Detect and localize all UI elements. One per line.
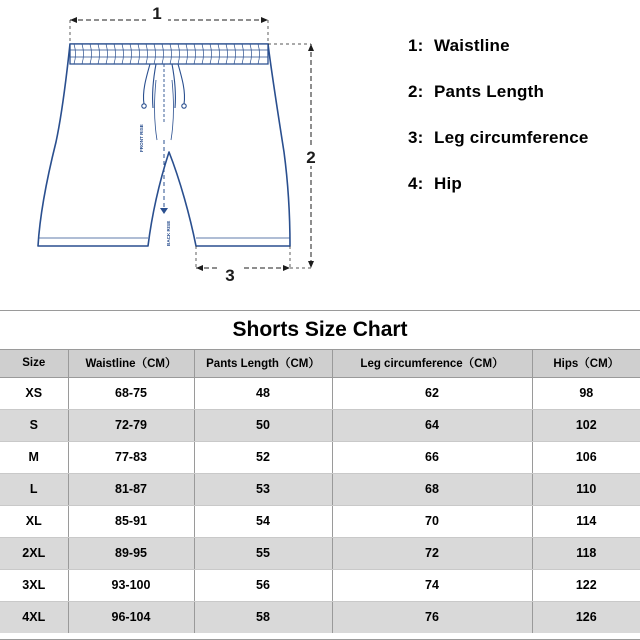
dimension-label-3: 3: [225, 266, 235, 285]
shorts-outline-group: [38, 44, 290, 246]
cell-leg-circumference: 72: [332, 537, 532, 569]
cell-leg-circumference: 70: [332, 505, 532, 537]
cell-leg-circumference: 68: [332, 473, 532, 505]
cell-pants-length: 53: [194, 473, 332, 505]
cell-hips: 118: [532, 537, 640, 569]
table-row: [0, 377, 640, 409]
table-row: [0, 537, 640, 569]
dimension-waistline: [70, 4, 268, 44]
cell-pants-length: 55: [194, 537, 332, 569]
legend-number-3: 3:: [408, 128, 424, 147]
back-rise-label: BACK RISE: [166, 220, 171, 246]
cell-hips: 102: [532, 409, 640, 441]
cell-waistline: 77-83: [68, 441, 194, 473]
size-table: [0, 311, 640, 633]
cell-pants-length: 52: [194, 441, 332, 473]
front-rise-label: FRONT RISE: [139, 124, 144, 152]
table-row: [0, 409, 640, 441]
shorts-size-chart: [0, 310, 640, 640]
crotch-marker: [160, 208, 168, 214]
cell-pants-length: 48: [194, 377, 332, 409]
legend-item-leg-circumference: [408, 128, 640, 148]
column-header-size: Size: [0, 349, 68, 377]
cell-leg-circumference: 62: [332, 377, 532, 409]
cell-leg-circumference: 76: [332, 601, 532, 633]
legend-item-pants-length: [408, 82, 640, 102]
column-header-row: [0, 349, 640, 377]
cell-leg-circumference: 66: [332, 441, 532, 473]
cell-waistline: 68-75: [68, 377, 194, 409]
table-row: [0, 441, 640, 473]
cell-waistline: 81-87: [68, 473, 194, 505]
legend-label-2: Pants Length: [434, 82, 545, 101]
cell-size: 3XL: [0, 569, 68, 601]
cell-pants-length: 56: [194, 569, 332, 601]
dimension-label-2: 2: [306, 148, 316, 167]
cell-waistline: 85-91: [68, 505, 194, 537]
cell-hips: 126: [532, 601, 640, 633]
chart-title: Shorts Size Chart: [0, 311, 640, 349]
legend-number-2: 2:: [408, 82, 424, 101]
table-row: [0, 601, 640, 633]
cell-size: L: [0, 473, 68, 505]
column-header-waistline: Waistline（CM）: [68, 349, 194, 377]
column-header-pants-length: Pants Length（CM）: [194, 349, 332, 377]
table-row: [0, 505, 640, 537]
cell-hips: 122: [532, 569, 640, 601]
cell-size: XS: [0, 377, 68, 409]
cell-hips: 114: [532, 505, 640, 537]
cell-waistline: 89-95: [68, 537, 194, 569]
cell-size: XL: [0, 505, 68, 537]
measurement-legend: [408, 36, 640, 220]
cell-pants-length: 58: [194, 601, 332, 633]
size-table-body: [0, 377, 640, 633]
chart-title-row: [0, 311, 640, 349]
cell-size: 4XL: [0, 601, 68, 633]
cell-size: S: [0, 409, 68, 441]
legend-label-1: Waistline: [434, 36, 510, 55]
table-row: [0, 473, 640, 505]
legend-item-hip: [408, 174, 640, 194]
cell-size: 2XL: [0, 537, 68, 569]
cell-pants-length: 50: [194, 409, 332, 441]
legend-label-4: Hip: [434, 174, 462, 193]
cell-waistline: 93-100: [68, 569, 194, 601]
cell-hips: 106: [532, 441, 640, 473]
table-row: [0, 569, 640, 601]
legend-number-1: 1:: [408, 36, 424, 55]
legend-label-3: Leg circumference: [434, 128, 589, 147]
column-header-hips: Hips（CM）: [532, 349, 640, 377]
cell-size: M: [0, 441, 68, 473]
shorts-illustration: [0, 0, 390, 292]
legend-item-waistline: [408, 36, 640, 56]
cell-pants-length: 54: [194, 505, 332, 537]
dimension-leg-circumference: [196, 246, 290, 285]
column-header-leg-circumference: Leg circumference（CM）: [332, 349, 532, 377]
cell-waistline: 96-104: [68, 601, 194, 633]
cell-hips: 110: [532, 473, 640, 505]
cell-waistline: 72-79: [68, 409, 194, 441]
cell-leg-circumference: 64: [332, 409, 532, 441]
cell-leg-circumference: 74: [332, 569, 532, 601]
size-table-head: [0, 311, 640, 377]
legend-number-4: 4:: [408, 174, 424, 193]
cell-hips: 98: [532, 377, 640, 409]
dimension-label-1: 1: [152, 4, 162, 23]
